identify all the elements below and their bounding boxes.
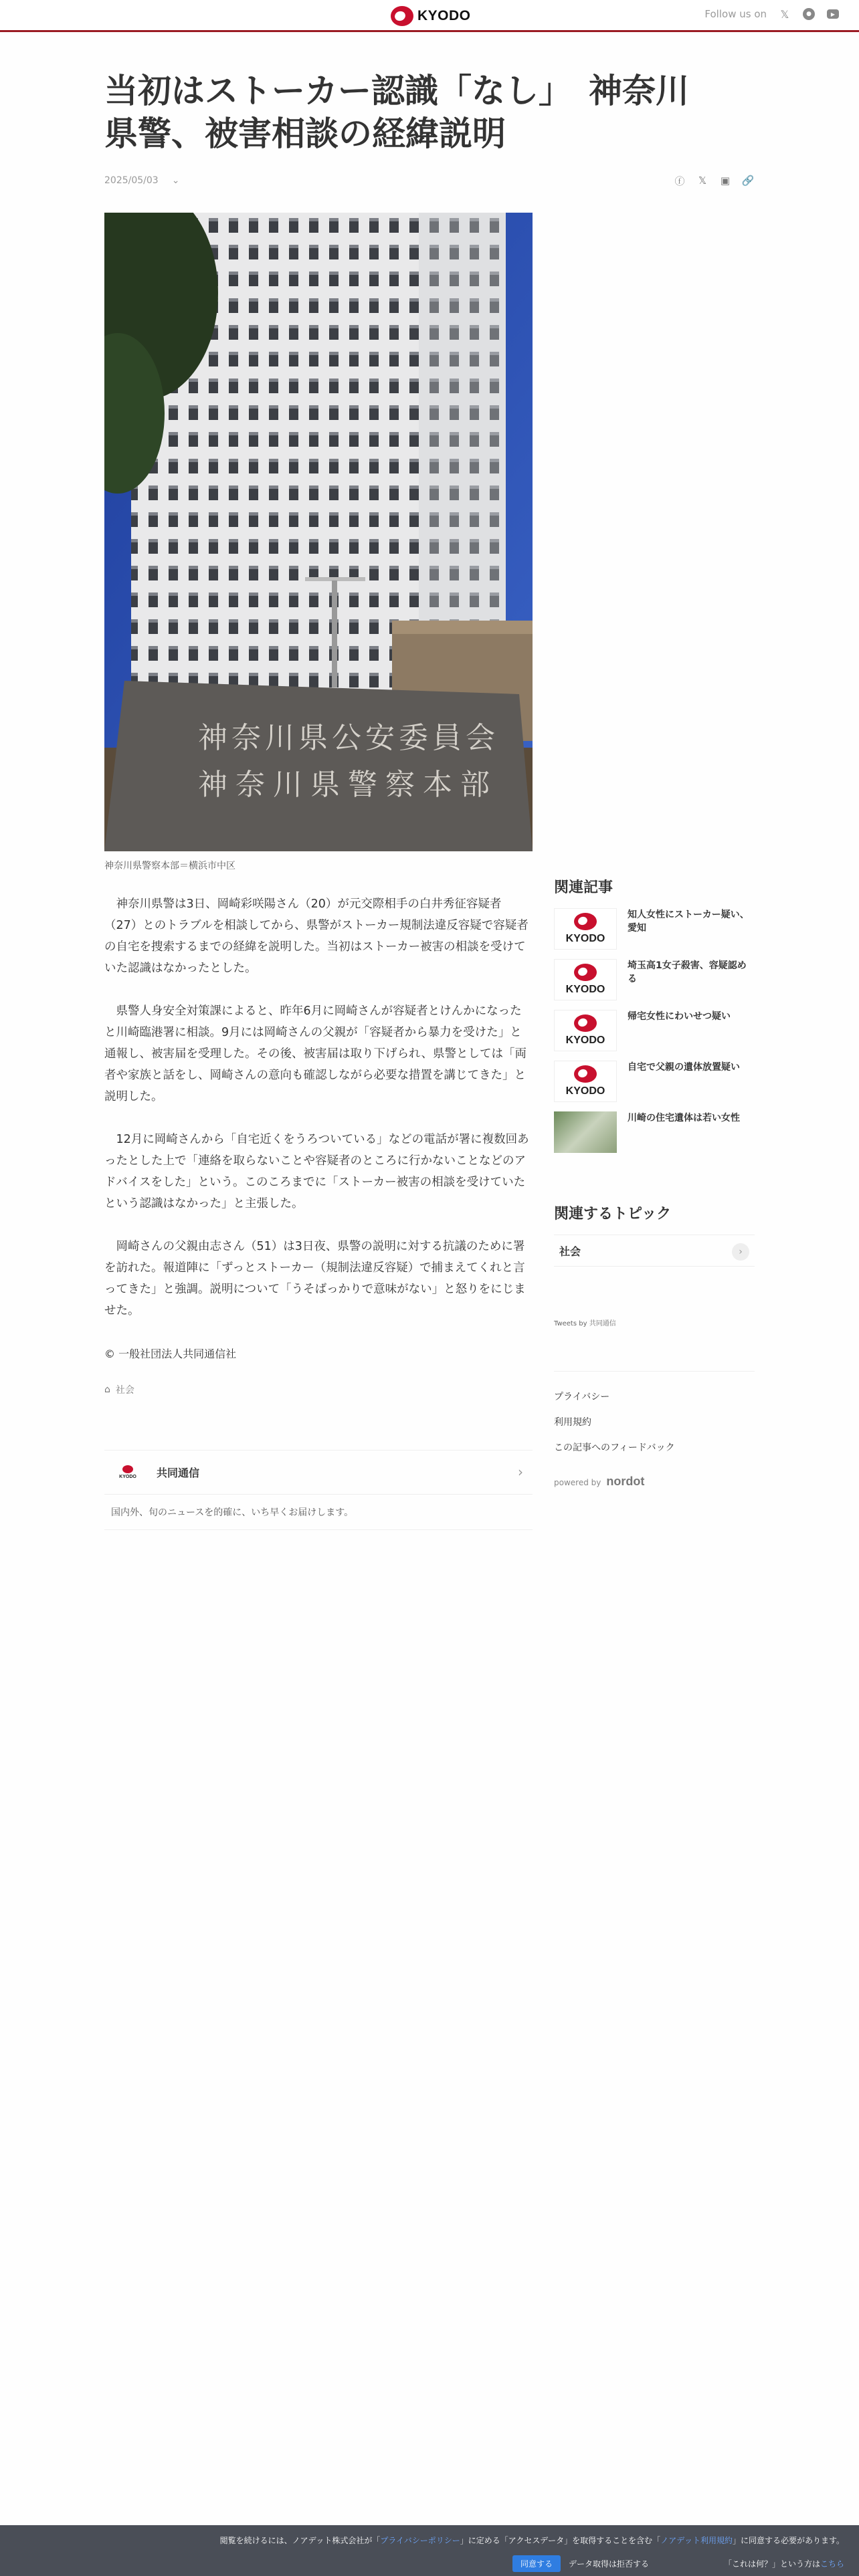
article-tag[interactable] [104,1383,134,1396]
share-bar [673,174,755,187]
related-title: 埼玉高1女子殺害、容疑認める [628,960,747,984]
chevron-down-icon[interactable]: ⌄ [171,175,180,186]
publisher-description: 国内外、旬のニュースを的確に、いち早くお届けします。 [111,1507,354,1518]
consent-message [220,2535,844,2546]
publisher-link[interactable] [104,1451,533,1495]
hatena-icon[interactable]: ▣ [720,175,731,187]
thumb-logo-text: KYODO [565,933,605,944]
nordot-logo: nordot [606,1475,645,1488]
article-body [104,893,531,1343]
publisher-logo-text: KYODO [119,1475,136,1479]
topics-heading: 関連するトピック [554,1206,672,1222]
related-thumb [554,908,617,950]
topic-item[interactable] [554,1235,755,1267]
article-photo [104,213,533,851]
what-is-this-text [724,2558,844,2569]
agree-button[interactable]: 同意する [512,2555,561,2572]
related-photo-thumb [554,1111,617,1153]
chevron-right-icon: › [732,1243,749,1261]
facebook-icon[interactable]: ⓕ [674,175,685,187]
link-copy-icon[interactable]: 🔗 [741,175,755,187]
consent-text: 閲覧を続けるには、ノアデット株式会社が「 [219,2536,381,2545]
divider [554,1371,755,1372]
footer-links [554,1390,675,1454]
tag-label: 社会 [115,1385,134,1396]
related-heading: 関連記事 [554,879,613,896]
kyodo-logo-mark-icon [391,6,413,26]
site-header [0,0,859,32]
kyodo-logo[interactable] [391,5,471,27]
consent-text: 」に同意する必要があります。 [732,2536,844,2545]
related-thumb [554,1010,617,1051]
article-title: 当初はストーカー認識「なし」 神奈川県警、被害相談の経緯説明 [104,72,689,153]
x-share-icon[interactable]: 𝕏 [698,175,707,187]
topic-label: 社会 [559,1245,581,1258]
line-icon[interactable]: ● [803,8,815,20]
chevron-right-icon: › [518,1464,523,1480]
publisher-card [104,1450,533,1530]
police-hq-image [104,213,533,851]
paragraph: 県警人身安全対策課によると、昨年6月に岡崎さんが容疑者とけんかになったと川崎臨港署に相談。9月には岡崎さんの父親が「容疑者から暴力を受けた」と通報し、被害届を受理した。その後、被害届は取り下げられ、県警としては「両者や家族と話をし、岡崎さんの意向も確認しながら必要な措置を講じてきた」と説明した。 [104,1004,527,1103]
related-item[interactable] [554,1061,755,1102]
follow-us [704,8,839,20]
terms-link[interactable]: ノアデット利用規約 [660,2536,733,2545]
related-title: 知人女性にストーカー疑い、愛知 [628,909,749,934]
powered-label: powered by [554,1478,601,1487]
kyodo-mark-icon [574,1065,597,1083]
thumb-logo-text: KYODO [565,1085,605,1097]
terms-link[interactable]: 利用規約 [554,1417,591,1428]
feedback-link[interactable]: この記事へのフィードバック [554,1442,675,1453]
privacy-policy-link[interactable]: プライバシーポリシー [380,2536,460,2545]
related-item[interactable] [554,1111,755,1153]
sign-line2: 神奈川県警察本部 [198,768,498,802]
publisher-logo [114,1463,142,1483]
article-date: 2025/05/03 [104,175,159,186]
powered-by[interactable] [554,1475,644,1489]
logo-text: KYODO [417,8,471,23]
what-link[interactable]: こちら [820,2559,844,2569]
thumb-logo-text: KYODO [565,1035,605,1046]
related-item[interactable] [554,908,755,950]
privacy-link[interactable]: プライバシー [554,1392,610,1402]
publisher-name: 共同通信 [157,1467,200,1479]
deny-button[interactable]: データ取得は拒否する [568,2559,649,2569]
consent-bar [0,2525,859,2576]
related-title: 帰宅女性にわいせつ疑い [628,1011,731,1022]
follow-label: Follow us on [704,8,767,20]
tag-icon: ⌂ [104,1384,110,1395]
x-icon[interactable]: 𝕏 [780,7,789,21]
photo-caption: 神奈川県警察本部＝横浜市中区 [104,861,235,871]
kyodo-mark-icon [122,1465,133,1473]
article-meta [104,175,179,186]
tweets-link[interactable]: Tweets by 共同通信 [554,1320,616,1327]
paragraph: 岡崎さんの父親由志さん（51）は3日夜、県警の説明に対する抗議のために署を訪れた。報道陣に「ずっとストーカー（規制法違反容疑）で捕まえてくれと言ってきた」と強調。説明について「うそばっかりで意味がない」と怒りをにじませた。 [104,1240,526,1317]
copyright: © 一般社団法人共同通信社 [104,1348,237,1360]
related-item[interactable] [554,1010,755,1051]
youtube-icon[interactable]: ▶ [827,9,839,19]
kyodo-mark-icon [574,913,597,930]
thumb-logo-text: KYODO [565,984,605,995]
related-title: 自宅で父親の遺体放置疑い [628,1062,740,1073]
sign-line1: 神奈川県公安委員会 [198,721,499,755]
paragraph: 12月に岡崎さんから「自宅近くをうろついている」などの電話が署に複数回あったとした上で「連絡を取らないことや容疑者のところに行かないことなどのアドバイスをした」という。このころまでに「ストーカー被害の相談を受けていたという認識はなかった」と主張した。 [104,1133,529,1210]
consent-text: 」に定める「アクセスデータ」を取得することを含む「 [460,2536,661,2545]
related-thumb [554,1061,617,1102]
related-thumb [554,959,617,1000]
related-title: 川崎の住宅遺体は若い女性 [628,1113,740,1123]
what-label: 「これは何？」という方は [723,2559,820,2569]
kyodo-mark-icon [574,964,597,981]
kyodo-mark-icon [574,1014,597,1032]
related-item[interactable] [554,959,755,1000]
paragraph: 神奈川県警は3日、岡崎彩咲陽さん（20）が元交際相手の白井秀征容疑者（27）とのトラブルを相談してから、県警がストーカー規制法違反容疑で容疑者の自宅を捜索するまでの経緯を説明した。当初はストーカー被害の相談を受けていた認識はなかったとした。 [104,897,529,975]
consent-actions [512,2555,844,2572]
